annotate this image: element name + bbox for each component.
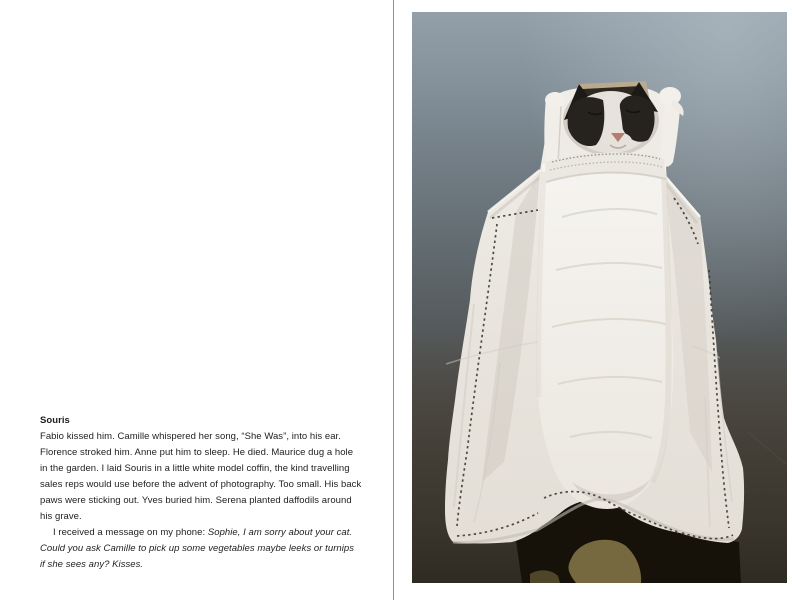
story-line: Fabio kissed him. Camille whispered her song, “She Was”, into his ear. — [40, 431, 341, 442]
cat-photo-illustration — [412, 12, 787, 583]
story-line: Florence stroked him. Anne put him to sleep. He died. Maurice dug a hole — [40, 447, 354, 458]
cat-photo — [412, 12, 787, 583]
story-text-block — [40, 413, 385, 573]
story-line: paws were sticking out. Yves buried him. Serena planted daffodils around — [40, 495, 352, 506]
story-line: in the garden. I laid Souris in a little white model coffin, the kind travelling — [40, 463, 350, 474]
story-line: sales reps would use before the advent of photography. Too small. His back — [40, 479, 362, 490]
page-gutter-line — [393, 0, 394, 600]
story-title: Souris — [40, 415, 70, 426]
story-line: his grave. — [40, 511, 82, 522]
story-italic-text: Sophie, I am sorry about your cat. — [207, 527, 353, 538]
story-line: Could you ask Camille to pick up some vegetables maybe leeks or turnips — [40, 543, 355, 554]
story-line — [40, 525, 385, 541]
story-roman-lead: I received a message on my phone: — [53, 527, 208, 538]
story-line: if she sees any? Kisses. — [40, 559, 144, 570]
